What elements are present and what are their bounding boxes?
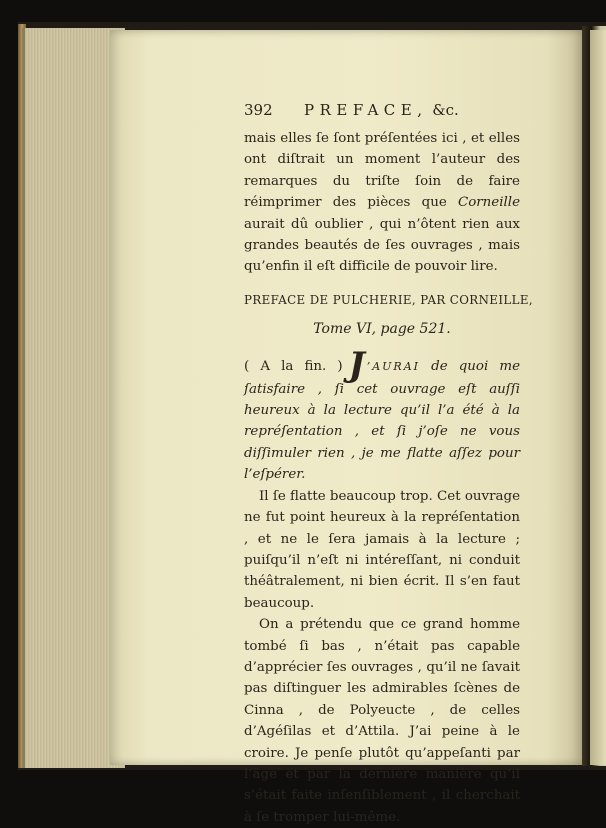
reference-tome: Tome VI bbox=[313, 321, 372, 338]
reference-line bbox=[244, 319, 520, 340]
running-title-main: PREFACE, bbox=[304, 101, 428, 119]
quote-paragraph bbox=[244, 344, 520, 486]
running-title-etc: &c. bbox=[427, 101, 459, 119]
quote-caps-word: ’AURAI bbox=[366, 359, 421, 373]
page-text bbox=[244, 100, 534, 828]
quote-lead: ( A la fin. ) bbox=[244, 358, 343, 374]
facing-page-edge bbox=[590, 30, 606, 765]
intro-text-b: aurait dû oublier , qui n’ôtent rien aux grandes beautés de ſes ouvrages , mais qu’enfin il eſt difficile de pouvoir lire. bbox=[244, 216, 520, 275]
quote-text: de quoi me ſatisfaire , ſi cet ouvrage eſt auſſi heureux à la lecture qu’il l’a été à la repréſentation , et ſi j’oſe ne vous diſſimuler rien , je me flatte aſſez pour l’eſpérer. bbox=[244, 358, 520, 483]
running-header bbox=[244, 100, 520, 128]
intro-paragraph bbox=[244, 128, 520, 278]
intro-name: Corneille bbox=[457, 195, 520, 211]
page-number: 392 bbox=[244, 101, 273, 119]
intro-text-a: mais elles ſe ſont préſentées ici , et elles ont diſtrait un moment l’auteur des remarques du triſte ſoin de faire réimprimer des pièces que bbox=[244, 131, 520, 211]
section-title: PREFACE DE PULCHERIE, PAR CORNEILLE, bbox=[244, 292, 534, 307]
reference-page: , page 521. bbox=[371, 321, 451, 338]
paragraph-3: On a prétendu que ce grand homme tombé ſi bas , n’était pas capable d’apprécier ſes ouvrages , qu’il ne ſavait pas diſtinguer les admirables ſcènes de Cinna , de Polyeucte , de celles d’Agéſilas et d’Attila. J’ai peine à le croire. Je penſe plutôt qu’appeſanti par l’âge et par la dernière manière qu’il s’était faite inſenſiblement , il cherchait à ſe tromper lui-même. bbox=[244, 617, 520, 825]
drop-cap: J bbox=[348, 344, 365, 385]
running-title bbox=[304, 100, 459, 121]
paragraph-2: Il ſe flatte beaucoup trop. Cet ouvrage ne fut point heureux à la repréſentation , et ne le ſera jamais à la lecture ; puiſqu’il n’eſt ni intéreſſant, ni conduit théâtralement, ni bien écrit. Il s’en faut beaucoup. bbox=[244, 488, 520, 611]
